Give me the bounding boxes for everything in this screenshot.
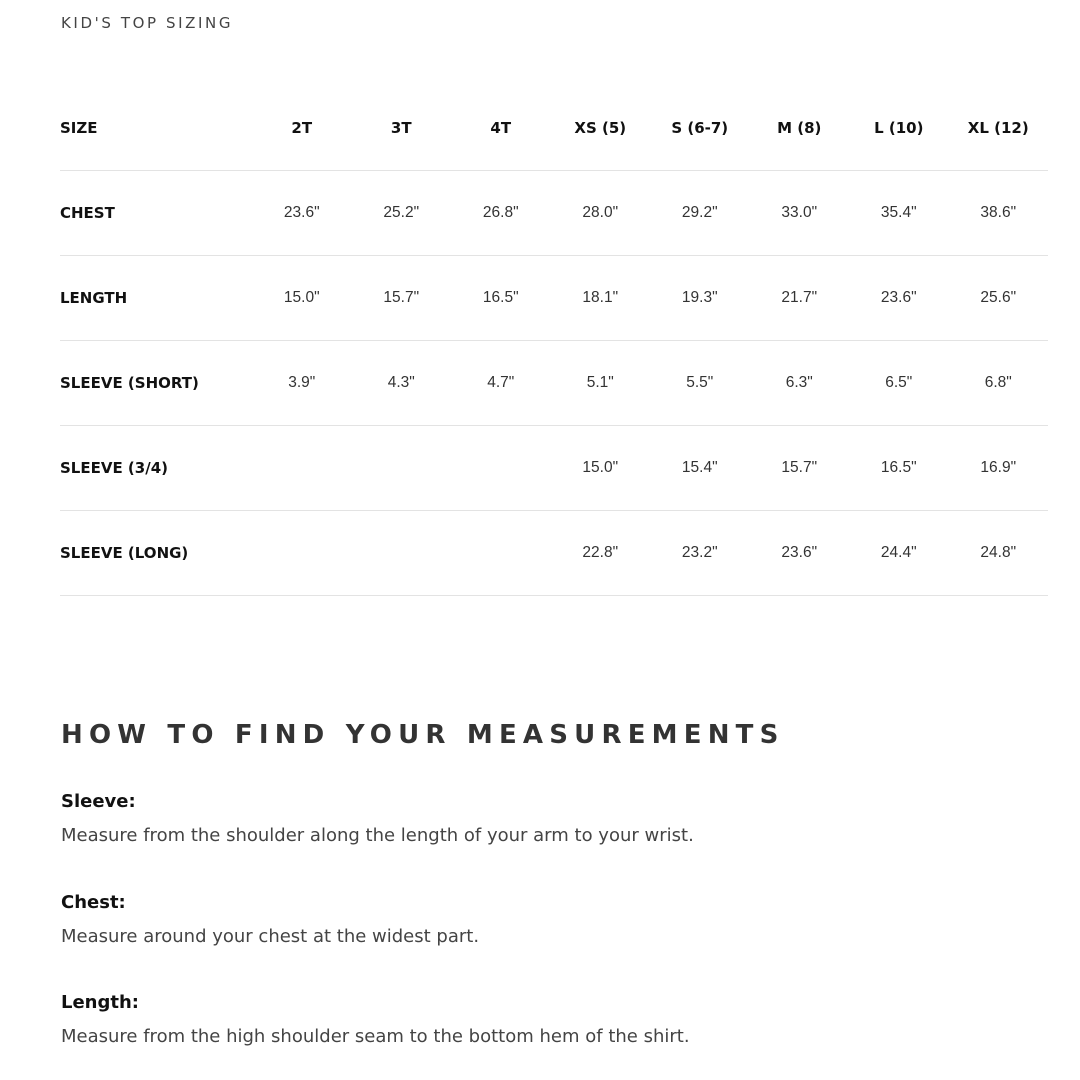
table-cell: [352, 511, 452, 596]
table-row: [60, 511, 1048, 596]
table-cell: [252, 511, 352, 596]
row-label: SLEEVE (SHORT): [60, 341, 252, 426]
table-cell: [252, 426, 352, 511]
table-cell: 38.6": [949, 171, 1049, 256]
table-cell: 24.4": [849, 511, 949, 596]
measurement-description: Measure from the shoulder along the length of your arm to your wrist.: [61, 825, 694, 846]
measurement-label: Sleeve:: [61, 791, 136, 812]
size-column-header: 2T: [252, 86, 352, 171]
measurement-description: Measure from the high shoulder seam to the bottom hem of the shirt.: [61, 1026, 690, 1047]
size-column-header: 4T: [451, 86, 551, 171]
measurements-title: HOW TO FIND YOUR MEASUREMENTS: [61, 720, 785, 750]
size-column-header: XS (5): [551, 86, 651, 171]
page-heading: KID'S TOP SIZING: [61, 14, 234, 32]
row-label: SLEEVE (3/4): [60, 426, 252, 511]
table-cell: 35.4": [849, 171, 949, 256]
table-cell: 29.2": [650, 171, 750, 256]
table-cell: 15.0": [551, 426, 651, 511]
row-label: SLEEVE (LONG): [60, 511, 252, 596]
table-cell: 16.5": [849, 426, 949, 511]
table-cell: 15.7": [352, 256, 452, 341]
table-header-row: [60, 86, 1048, 171]
table-cell: 23.2": [650, 511, 750, 596]
table-cell: 25.6": [949, 256, 1049, 341]
table-cell: 21.7": [750, 256, 850, 341]
table-cell: 33.0": [750, 171, 850, 256]
measurement-label: Length:: [61, 992, 139, 1013]
size-column-header: S (6-7): [650, 86, 750, 171]
size-column-header: M (8): [750, 86, 850, 171]
table-cell: 24.8": [949, 511, 1049, 596]
table-cell: 5.1": [551, 341, 651, 426]
table-row: [60, 426, 1048, 511]
table-row: [60, 256, 1048, 341]
table-cell: 4.3": [352, 341, 452, 426]
table-cell: [451, 511, 551, 596]
table-cell: 5.5": [650, 341, 750, 426]
table-cell: 16.9": [949, 426, 1049, 511]
table-cell: [352, 426, 452, 511]
table-cell: 6.3": [750, 341, 850, 426]
table-cell: 6.5": [849, 341, 949, 426]
table-cell: 18.1": [551, 256, 651, 341]
size-header-label: SIZE: [60, 86, 252, 171]
row-label: CHEST: [60, 171, 252, 256]
table-cell: 23.6": [750, 511, 850, 596]
table-cell: 4.7": [451, 341, 551, 426]
table-cell: 26.8": [451, 171, 551, 256]
size-column-header: XL (12): [949, 86, 1049, 171]
table-cell: 22.8": [551, 511, 651, 596]
table-row: [60, 171, 1048, 256]
table-cell: [451, 426, 551, 511]
table-cell: 25.2": [352, 171, 452, 256]
row-label: LENGTH: [60, 256, 252, 341]
chest-measurement: [61, 891, 479, 949]
size-column-header: 3T: [352, 86, 452, 171]
table-cell: 3.9": [252, 341, 352, 426]
table-cell: 23.6": [849, 256, 949, 341]
table-cell: 16.5": [451, 256, 551, 341]
table-cell: 15.7": [750, 426, 850, 511]
table-cell: 15.4": [650, 426, 750, 511]
table-cell: 28.0": [551, 171, 651, 256]
size-column-header: L (10): [849, 86, 949, 171]
table-row: [60, 341, 1048, 426]
size-chart-table: [60, 86, 1048, 596]
measurement-description: Measure around your chest at the widest part.: [61, 926, 480, 947]
length-measurement: [61, 991, 690, 1049]
measurement-label: Chest:: [61, 892, 126, 913]
table-cell: 6.8": [949, 341, 1049, 426]
table-cell: 15.0": [252, 256, 352, 341]
sleeve-measurement: [61, 790, 694, 848]
table-cell: 23.6": [252, 171, 352, 256]
table-cell: 19.3": [650, 256, 750, 341]
